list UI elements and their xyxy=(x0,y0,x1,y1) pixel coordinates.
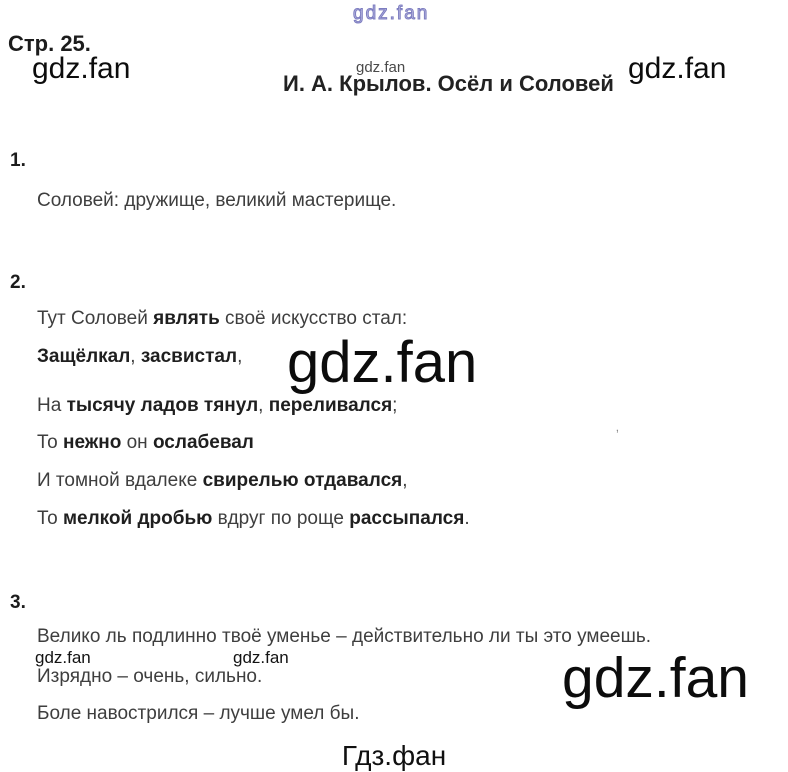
text-segment: Тут Соловей xyxy=(37,308,154,329)
document-title: И. А. Крылов. Осёл и Соловей xyxy=(283,71,614,96)
text-segment-bold: нежно xyxy=(62,432,122,453)
text-segment: Изрядно – очень, сильно. xyxy=(37,666,263,687)
text-segment-bold: засвистал xyxy=(140,346,238,367)
text-segment: Велико ль подлинно твоё уменье – действительно ли ты это умеешь. xyxy=(37,626,652,647)
text-segment: . xyxy=(464,508,470,529)
section-2-number: 2. xyxy=(10,272,26,293)
text-segment-bold: переливался xyxy=(268,395,393,416)
watermark-header-center-small: gdz.fan xyxy=(356,59,406,76)
text-segment: своё искусство стал: xyxy=(219,308,408,329)
verse-line xyxy=(37,432,254,454)
verse-line xyxy=(37,395,397,417)
watermark-header-left: gdz.fan xyxy=(32,52,131,85)
section-3-number: 3. xyxy=(10,592,26,613)
text-segment: , xyxy=(130,346,141,367)
watermark-top: gdz.fan xyxy=(353,3,430,24)
watermark-bottom-small-a: gdz.fan xyxy=(35,648,91,667)
watermark-bottom-small-b: gdz.fan xyxy=(233,648,289,667)
page-number-label: Стр. 25. xyxy=(8,31,91,56)
text-segment: вдруг по роще xyxy=(212,508,350,529)
text-segment: он xyxy=(121,432,153,453)
text-segment: , xyxy=(237,346,243,367)
answer-line xyxy=(37,703,359,725)
verse-line xyxy=(37,508,470,530)
text-segment-bold: являть xyxy=(153,308,220,329)
verse-line xyxy=(37,308,407,330)
text-segment-bold: рассыпался xyxy=(349,508,465,529)
watermark-header-right: gdz.fan xyxy=(628,52,727,85)
answer-line xyxy=(37,190,396,212)
text-segment: То xyxy=(37,432,63,453)
text-segment-bold: тысячу ладов тянул xyxy=(66,395,259,416)
section-1-number: 1. xyxy=(10,150,26,171)
watermark-middle-large: gdz.fan xyxy=(287,330,478,395)
text-segment: То xyxy=(37,508,63,529)
text-segment: Соловей: дружище, великий мастерище. xyxy=(37,190,397,211)
text-segment: Боле навострился – лучше умел бы. xyxy=(37,703,360,724)
answer-line xyxy=(37,666,262,688)
text-segment: И томной вдалеке xyxy=(37,470,203,491)
text-segment: ; xyxy=(392,395,398,416)
text-segment-bold: ослабевал xyxy=(152,432,254,453)
text-segment: На xyxy=(37,395,67,416)
verse-line xyxy=(37,470,408,492)
text-segment: , xyxy=(258,395,269,416)
text-segment-bold: Защёлкал xyxy=(37,346,131,367)
stray-mark: ʼ xyxy=(616,427,619,442)
text-segment-bold: мелкой дробью xyxy=(62,508,213,529)
text-segment-bold: свирелью отдавался xyxy=(202,470,403,491)
watermark-bottom-large: gdz.fan xyxy=(562,646,749,710)
text-segment: , xyxy=(402,470,408,491)
footer-brand: Гдз.фан xyxy=(341,740,447,771)
answer-line xyxy=(37,626,651,648)
verse-line xyxy=(37,346,242,368)
